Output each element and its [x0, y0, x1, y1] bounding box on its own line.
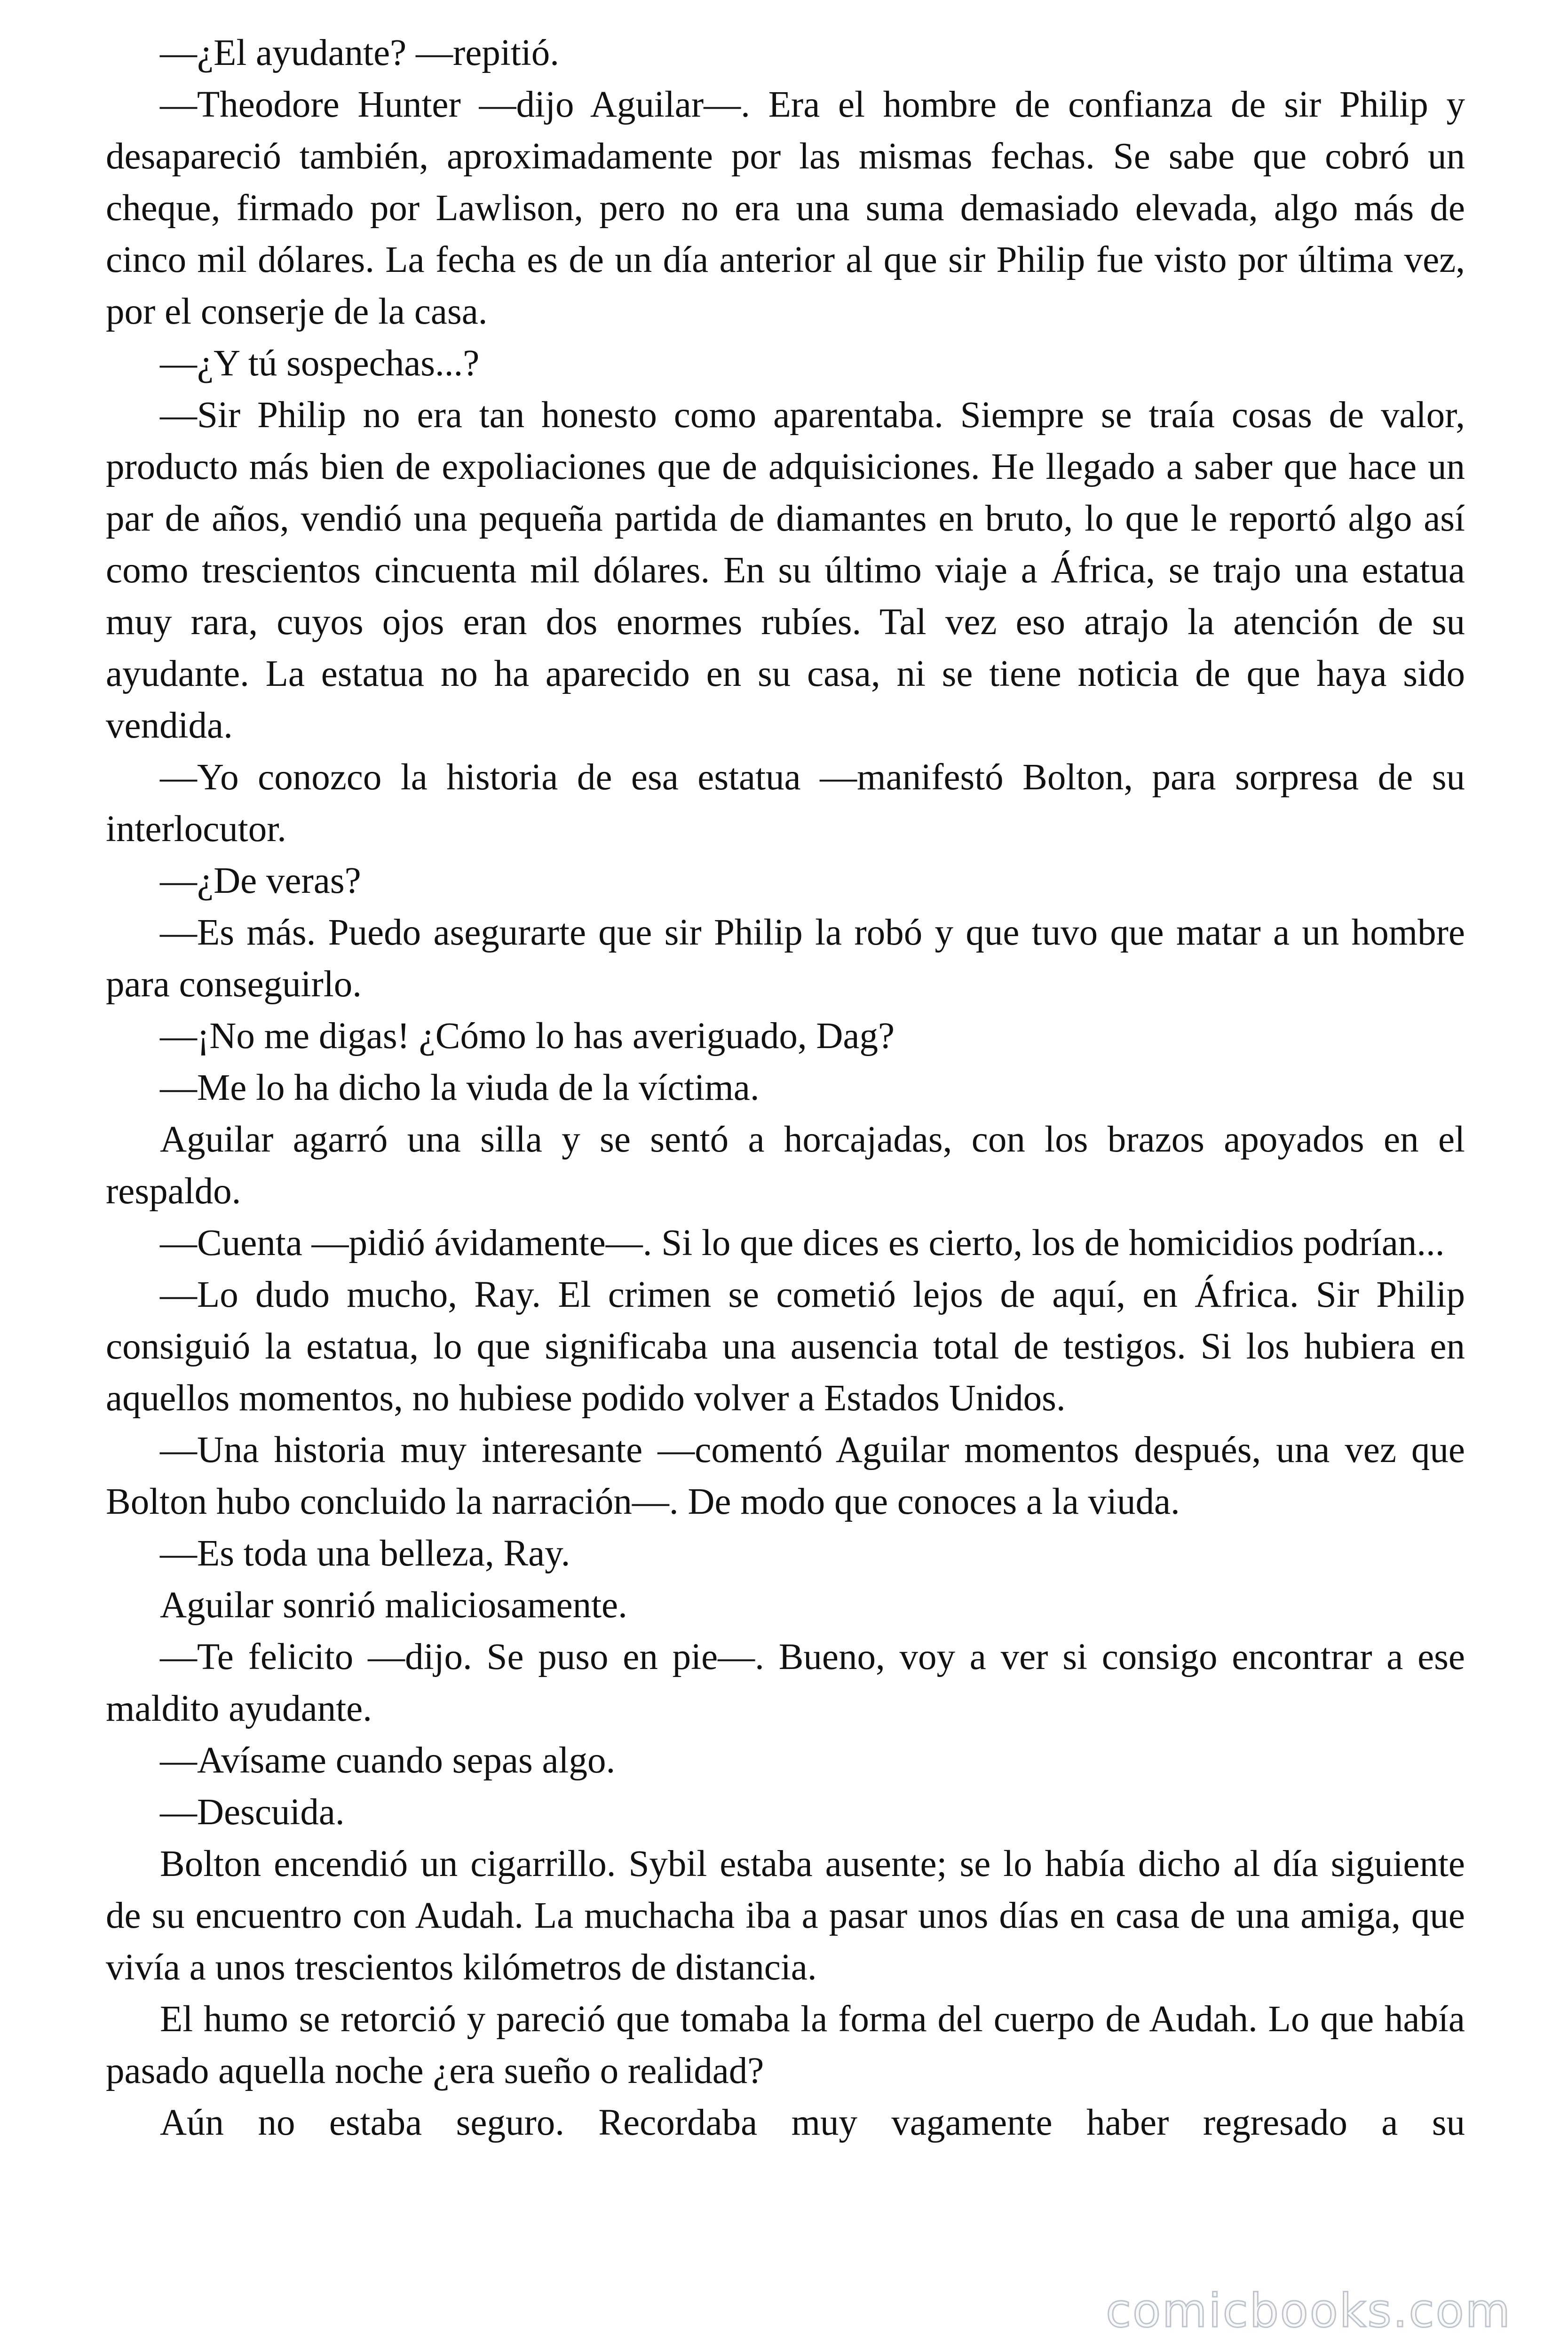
paragraph: —¿De veras?	[160, 860, 361, 901]
paragraph: —Yo conozco la historia de esa estatua —manifestó Bolton, para sorpresa de su interlocutor.	[106, 757, 1465, 850]
paragraph: —Una historia muy interesante —comentó Aguilar momentos después, una vez que Bolton hubo concluido la narración—. De modo que conoces a la viuda.	[106, 1430, 1465, 1522]
paragraph: —¡No me digas! ¿Cómo lo has averiguado, Dag?	[160, 1016, 895, 1057]
paragraph: Aún no estaba seguro. Recordaba muy vagamente haber regresado a su	[160, 2102, 1465, 2143]
paragraph: Bolton encendió un cigarrillo. Sybil estaba ausente; se lo había dicho al día siguiente de su encuentro con Audah. La muchacha iba a pasar unos días en casa de una amiga, que vivía a unos trescientos kilómetros de distancia.	[106, 1843, 1465, 1988]
paragraph: —Cuenta —pidió ávidamente—. Si lo que dices es cierto, los de homicidios podrían...	[160, 1223, 1445, 1263]
paragraph: —Te felicito —dijo. Se puso en pie—. Bueno, voy a ver si consigo encontrar a ese maldito ayudante.	[106, 1637, 1465, 1729]
paragraph: Aguilar agarró una silla y se sentó a horcajadas, con los brazos apoyados en el respaldo.	[106, 1119, 1465, 1212]
paragraph: —¿Y tú sospechas...?	[160, 343, 480, 384]
paragraph: —Es más. Puedo asegurarte que sir Philip la robó y que tuvo que matar a un hombre para conseguirlo.	[106, 912, 1465, 1005]
paragraph: —Descuida.	[160, 1792, 345, 1833]
paragraph: El humo se retorció y pareció que tomaba la forma del cuerpo de Audah. Lo que había pasado aquella noche ¿era sueño o realidad?	[106, 1999, 1465, 2091]
paragraph: —Theodore Hunter —dijo Aguilar—. Era el hombre de confianza de sir Philip y desapareció también, aproximadamente por las mismas fechas. Se sabe que cobró un cheque, firmado por Lawlison, pero no era una suma demasiado elevada, algo más de cinco mil dólares. La fecha es de un día anterior al que sir Philip fue visto por última vez, por el conserje de la casa.	[106, 84, 1465, 332]
paragraph: —Me lo ha dicho la viuda de la víctima.	[160, 1067, 760, 1108]
paragraph: —Es toda una belleza, Ray.	[160, 1533, 570, 1574]
paragraph: —Avísame cuando sepas algo.	[160, 1740, 616, 1781]
page-text	[106, 27, 1465, 2323]
watermark: comicbooks.com	[1106, 2284, 1512, 2338]
paragraph: —Sir Philip no era tan honesto como aparentaba. Siempre se traía cosas de valor, producto más bien de expoliaciones que de adquisiciones. He llegado a saber que hace un par de años, vendió una pequeña partida de diamantes en bruto, lo que le reportó algo así como trescientos cincuenta mil dólares. En su último viaje a África, se trajo una estatua muy rara, cuyos ojos eran dos enormes rubíes. Tal vez eso atrajo la atención de su ayudante. La estatua no ha aparecido en su casa, ni se tiene noticia de que haya sido vendida.	[106, 395, 1465, 746]
paragraph: —¿El ayudante? —repitió.	[160, 32, 559, 73]
paragraph: Aguilar sonrió maliciosamente.	[160, 1585, 627, 1626]
paragraph: —Lo dudo mucho, Ray. El crimen se cometió lejos de aquí, en África. Sir Philip consiguió la estatua, lo que significaba una ausencia total de testigos. Si los hubiera en aquellos momentos, no hubiese podido volver a Estados Unidos.	[106, 1274, 1465, 1419]
